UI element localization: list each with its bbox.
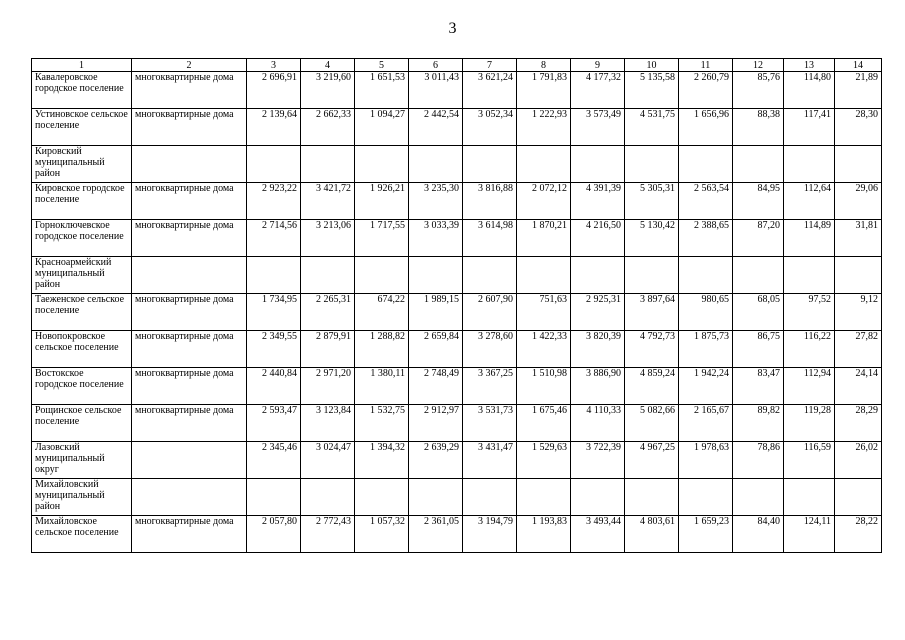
housing-type: многоквартирные дома	[132, 183, 247, 220]
value-cell: 3 614,98	[463, 220, 517, 257]
value-cell	[517, 479, 571, 516]
value-cell: 674,22	[355, 294, 409, 331]
value-cell: 2 361,05	[409, 516, 463, 553]
value-cell: 4 531,75	[625, 109, 679, 146]
value-cell: 3 897,64	[625, 294, 679, 331]
value-cell: 3 722,39	[571, 442, 625, 479]
housing-type	[132, 146, 247, 183]
value-cell: 4 391,39	[571, 183, 625, 220]
value-cell: 1 978,63	[679, 442, 733, 479]
value-cell: 1 989,15	[409, 294, 463, 331]
table-row	[32, 294, 882, 331]
municipality-name: Кировский муниципальный район	[32, 146, 132, 183]
value-cell	[463, 479, 517, 516]
value-cell: 5 082,66	[625, 405, 679, 442]
value-cell	[733, 257, 784, 294]
value-cell	[463, 146, 517, 183]
value-cell: 1 193,83	[517, 516, 571, 553]
value-cell	[625, 479, 679, 516]
value-cell: 1 094,27	[355, 109, 409, 146]
value-cell: 78,86	[733, 442, 784, 479]
value-cell: 3 621,24	[463, 72, 517, 109]
header-row	[32, 59, 882, 72]
value-cell: 3 820,39	[571, 331, 625, 368]
value-cell: 3 011,43	[409, 72, 463, 109]
value-cell	[247, 146, 301, 183]
value-cell: 84,95	[733, 183, 784, 220]
value-cell	[571, 146, 625, 183]
value-cell: 21,89	[835, 72, 882, 109]
value-cell: 5 305,31	[625, 183, 679, 220]
tariff-table	[31, 58, 882, 553]
housing-type: многоквартирные дома	[132, 405, 247, 442]
value-cell: 112,94	[784, 368, 835, 405]
value-cell: 5 130,42	[625, 220, 679, 257]
value-cell: 2 923,22	[247, 183, 301, 220]
value-cell: 84,40	[733, 516, 784, 553]
value-cell: 3 278,60	[463, 331, 517, 368]
value-cell: 3 052,34	[463, 109, 517, 146]
value-cell: 1 057,32	[355, 516, 409, 553]
value-cell	[733, 479, 784, 516]
value-cell: 1 510,98	[517, 368, 571, 405]
value-cell: 2 879,91	[301, 331, 355, 368]
table-row	[32, 146, 882, 183]
table-row	[32, 479, 882, 516]
value-cell	[517, 257, 571, 294]
table-row	[32, 405, 882, 442]
value-cell: 31,81	[835, 220, 882, 257]
value-cell: 4 792,73	[625, 331, 679, 368]
value-cell: 2 912,97	[409, 405, 463, 442]
value-cell: 2 440,84	[247, 368, 301, 405]
value-cell: 1 422,33	[517, 331, 571, 368]
value-cell: 2 696,91	[247, 72, 301, 109]
value-cell: 3 367,25	[463, 368, 517, 405]
value-cell: 1 942,24	[679, 368, 733, 405]
value-cell: 2 659,84	[409, 331, 463, 368]
table-row	[32, 220, 882, 257]
value-cell: 2 265,31	[301, 294, 355, 331]
housing-type	[132, 479, 247, 516]
value-cell: 1 717,55	[355, 220, 409, 257]
housing-type: многоквартирные дома	[132, 331, 247, 368]
housing-type: многоквартирные дома	[132, 294, 247, 331]
value-cell: 980,65	[679, 294, 733, 331]
value-cell: 1 222,93	[517, 109, 571, 146]
value-cell	[517, 146, 571, 183]
value-cell: 68,05	[733, 294, 784, 331]
value-cell: 4 110,33	[571, 405, 625, 442]
value-cell: 85,76	[733, 72, 784, 109]
column-header: 8	[517, 59, 571, 72]
page-number: 3	[448, 20, 457, 37]
value-cell	[784, 479, 835, 516]
value-cell	[625, 257, 679, 294]
table-body	[32, 72, 882, 553]
column-header: 14	[835, 59, 882, 72]
municipality-name: Рощинское сельское поселение	[32, 405, 132, 442]
value-cell: 117,41	[784, 109, 835, 146]
value-cell	[679, 146, 733, 183]
value-cell: 116,59	[784, 442, 835, 479]
table-row	[32, 109, 882, 146]
value-cell	[355, 146, 409, 183]
value-cell	[409, 146, 463, 183]
value-cell: 2 593,47	[247, 405, 301, 442]
value-cell: 1 656,96	[679, 109, 733, 146]
value-cell: 124,11	[784, 516, 835, 553]
value-cell: 4 967,25	[625, 442, 679, 479]
value-cell: 112,64	[784, 183, 835, 220]
value-cell: 1 659,23	[679, 516, 733, 553]
value-cell: 3 219,60	[301, 72, 355, 109]
value-cell: 2 971,20	[301, 368, 355, 405]
value-cell: 2 345,46	[247, 442, 301, 479]
value-cell	[463, 257, 517, 294]
value-cell: 3 886,90	[571, 368, 625, 405]
value-cell: 24,14	[835, 368, 882, 405]
value-cell: 1 675,46	[517, 405, 571, 442]
value-cell: 2 072,12	[517, 183, 571, 220]
column-header: 1	[32, 59, 132, 72]
value-cell: 116,22	[784, 331, 835, 368]
value-cell: 2 639,29	[409, 442, 463, 479]
table-row	[32, 72, 882, 109]
value-cell: 4 216,50	[571, 220, 625, 257]
column-header: 2	[132, 59, 247, 72]
value-cell: 2 714,56	[247, 220, 301, 257]
value-cell: 1 651,53	[355, 72, 409, 109]
value-cell: 4 859,24	[625, 368, 679, 405]
value-cell: 2 748,49	[409, 368, 463, 405]
municipality-name: Михайловский муниципальный район	[32, 479, 132, 516]
value-cell: 9,12	[835, 294, 882, 331]
housing-type: многоквартирные дома	[132, 368, 247, 405]
value-cell	[784, 146, 835, 183]
value-cell: 2 563,54	[679, 183, 733, 220]
column-header: 6	[409, 59, 463, 72]
value-cell: 3 421,72	[301, 183, 355, 220]
value-cell: 3 493,44	[571, 516, 625, 553]
value-cell: 2 772,43	[301, 516, 355, 553]
value-cell: 3 194,79	[463, 516, 517, 553]
housing-type: многоквартирные дома	[132, 72, 247, 109]
table-row	[32, 442, 882, 479]
value-cell: 5 135,58	[625, 72, 679, 109]
value-cell	[355, 257, 409, 294]
value-cell: 3 033,39	[409, 220, 463, 257]
municipality-name: Михайловское сельское поселение	[32, 516, 132, 553]
table-row	[32, 516, 882, 553]
value-cell	[679, 257, 733, 294]
value-cell: 3 024,47	[301, 442, 355, 479]
value-cell	[733, 146, 784, 183]
value-cell: 29,06	[835, 183, 882, 220]
value-cell	[625, 146, 679, 183]
value-cell: 1 791,83	[517, 72, 571, 109]
value-cell: 2 662,33	[301, 109, 355, 146]
column-header: 9	[571, 59, 625, 72]
value-cell: 97,52	[784, 294, 835, 331]
value-cell: 1 875,73	[679, 331, 733, 368]
municipality-name: Лазовский муниципальный округ	[32, 442, 132, 479]
housing-type: многоквартирные дома	[132, 516, 247, 553]
value-cell: 3 123,84	[301, 405, 355, 442]
municipality-name: Кировское городское поселение	[32, 183, 132, 220]
value-cell: 3 531,73	[463, 405, 517, 442]
value-cell: 28,22	[835, 516, 882, 553]
value-cell: 3 431,47	[463, 442, 517, 479]
value-cell: 114,80	[784, 72, 835, 109]
municipality-name: Устиновское сельское поселение	[32, 109, 132, 146]
value-cell: 28,30	[835, 109, 882, 146]
value-cell: 1 529,63	[517, 442, 571, 479]
value-cell: 751,63	[517, 294, 571, 331]
column-header: 12	[733, 59, 784, 72]
value-cell: 27,82	[835, 331, 882, 368]
value-cell: 1 380,11	[355, 368, 409, 405]
municipality-name: Горноключевское городское поселение	[32, 220, 132, 257]
value-cell: 2 607,90	[463, 294, 517, 331]
value-cell	[301, 479, 355, 516]
value-cell: 2 260,79	[679, 72, 733, 109]
value-cell: 4 803,61	[625, 516, 679, 553]
value-cell	[835, 146, 882, 183]
value-cell	[409, 257, 463, 294]
value-cell: 2 349,55	[247, 331, 301, 368]
housing-type	[132, 442, 247, 479]
value-cell	[301, 257, 355, 294]
municipality-name: Таеженское сельское поселение	[32, 294, 132, 331]
value-cell	[835, 257, 882, 294]
value-cell: 2 442,54	[409, 109, 463, 146]
value-cell: 2 925,31	[571, 294, 625, 331]
column-header: 5	[355, 59, 409, 72]
value-cell: 86,75	[733, 331, 784, 368]
value-cell: 1 288,82	[355, 331, 409, 368]
value-cell: 2 388,65	[679, 220, 733, 257]
table-row	[32, 331, 882, 368]
value-cell: 3 213,06	[301, 220, 355, 257]
value-cell: 2 165,67	[679, 405, 733, 442]
value-cell: 119,28	[784, 405, 835, 442]
table-row	[32, 368, 882, 405]
value-cell: 88,38	[733, 109, 784, 146]
value-cell	[301, 146, 355, 183]
value-cell: 1 926,21	[355, 183, 409, 220]
value-cell	[247, 479, 301, 516]
value-cell	[835, 479, 882, 516]
value-cell: 1 870,21	[517, 220, 571, 257]
value-cell: 28,29	[835, 405, 882, 442]
value-cell: 1 532,75	[355, 405, 409, 442]
municipality-name: Красноармейский муниципальный район	[32, 257, 132, 294]
value-cell: 3 235,30	[409, 183, 463, 220]
column-header: 3	[247, 59, 301, 72]
value-cell: 114,89	[784, 220, 835, 257]
municipality-name: Кавалеровское городское поселение	[32, 72, 132, 109]
value-cell: 3 816,88	[463, 183, 517, 220]
value-cell	[355, 479, 409, 516]
value-cell: 1 394,32	[355, 442, 409, 479]
value-cell: 4 177,32	[571, 72, 625, 109]
value-cell: 26,02	[835, 442, 882, 479]
municipality-name: Востокское городское поселение	[32, 368, 132, 405]
value-cell	[571, 479, 625, 516]
value-cell	[409, 479, 463, 516]
column-header: 11	[679, 59, 733, 72]
column-header: 13	[784, 59, 835, 72]
value-cell	[784, 257, 835, 294]
value-cell: 3 573,49	[571, 109, 625, 146]
table-row	[32, 257, 882, 294]
municipality-name: Новопокровское сельское поселение	[32, 331, 132, 368]
value-cell: 2 057,80	[247, 516, 301, 553]
value-cell: 89,82	[733, 405, 784, 442]
housing-type: многоквартирные дома	[132, 109, 247, 146]
value-cell: 2 139,64	[247, 109, 301, 146]
value-cell	[571, 257, 625, 294]
value-cell	[679, 479, 733, 516]
column-header: 10	[625, 59, 679, 72]
housing-type: многоквартирные дома	[132, 220, 247, 257]
value-cell: 1 734,95	[247, 294, 301, 331]
value-cell: 87,20	[733, 220, 784, 257]
column-header: 4	[301, 59, 355, 72]
table-row	[32, 183, 882, 220]
column-header: 7	[463, 59, 517, 72]
housing-type	[132, 257, 247, 294]
value-cell	[247, 257, 301, 294]
value-cell: 83,47	[733, 368, 784, 405]
